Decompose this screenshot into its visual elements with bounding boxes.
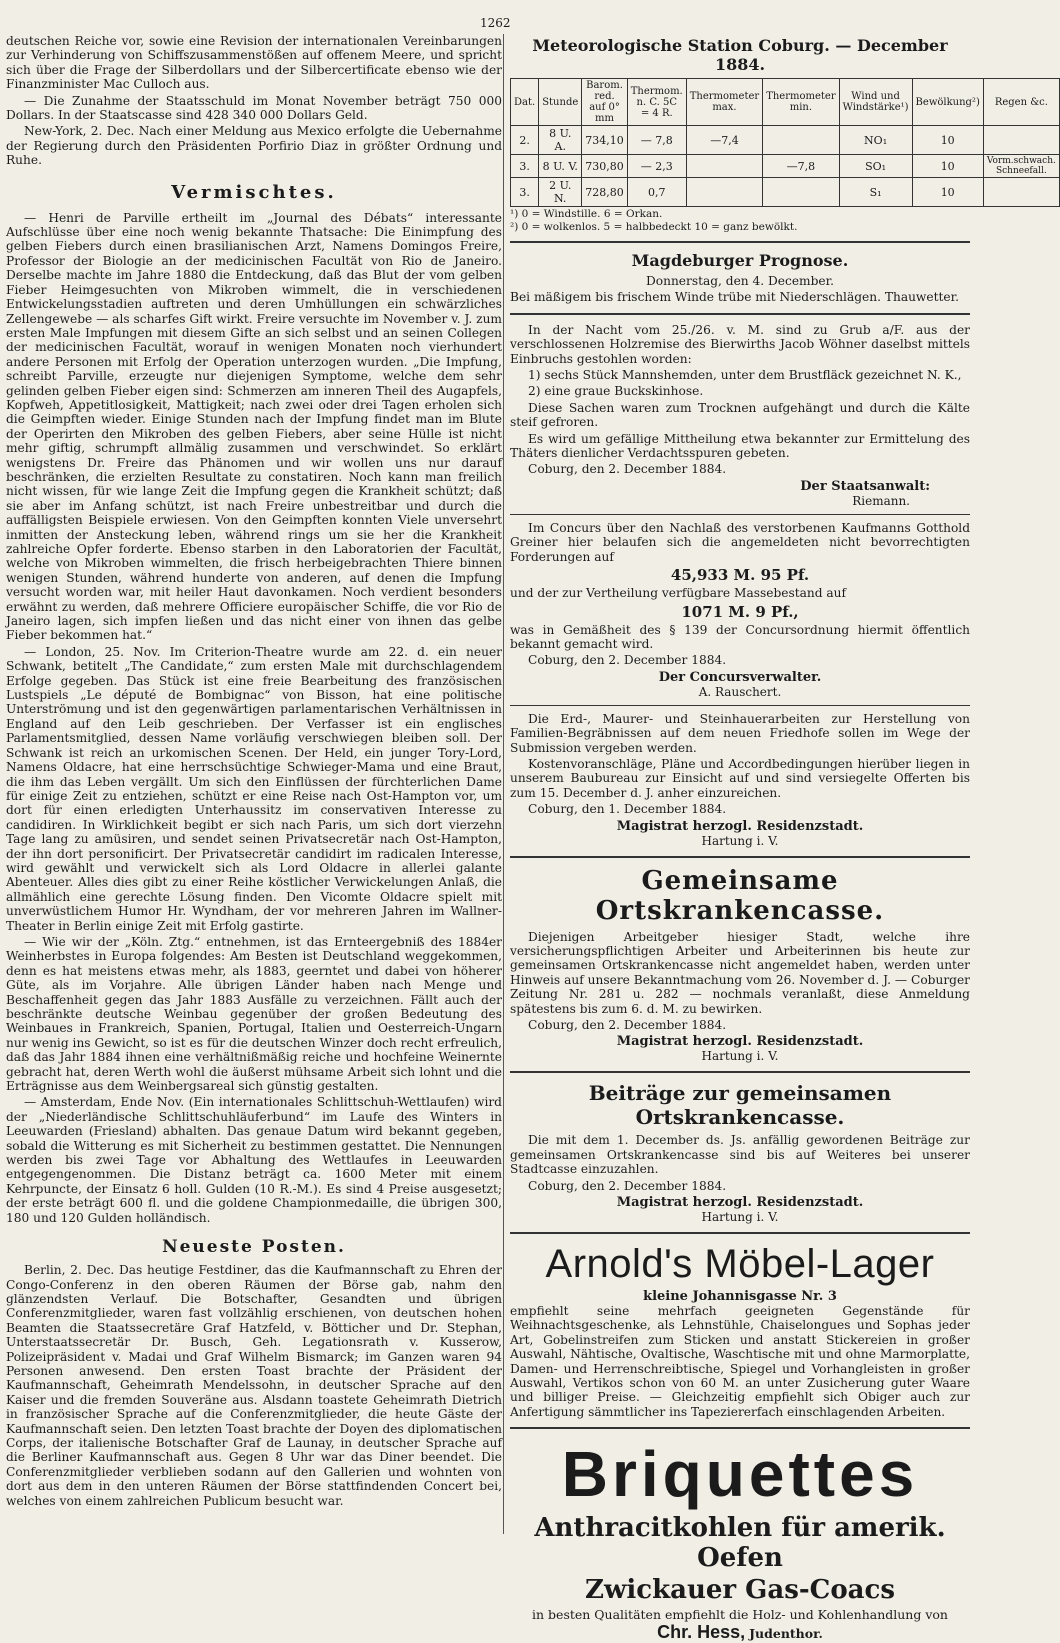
concurs-text: Im Concurs über den Nachlaß des verstorbenen Kaufmanns Gotthold Greiner hier belaufen sich die angemeldeten nicht bevorrechtigten Forderungen auf xyxy=(510,520,970,564)
hess-address: Judenthor. xyxy=(749,1626,823,1642)
bau-name: Hartung i. V. xyxy=(701,833,779,848)
divider xyxy=(510,1071,970,1073)
divider xyxy=(510,856,970,858)
divider xyxy=(510,514,970,515)
concurs-name: A. Rauschert. xyxy=(698,684,782,699)
beitraege-title: Beiträge zur gemeinsamen Ortskrankencasse. xyxy=(588,1081,892,1130)
theft-name: Riemann. xyxy=(852,493,910,508)
left-column xyxy=(6,34,502,1510)
coke-line: Zwickauer Gas-Coacs xyxy=(585,1575,895,1606)
theft-request: Es wird um gefällige Mittheilung etwa bekannter zur Ermittelung des Thäters dienlicher Verdachtsspuren gebeten. xyxy=(510,431,970,461)
divider xyxy=(510,1427,970,1429)
beitraege-date: Coburg, den 2. December 1884. xyxy=(528,1178,727,1193)
bau-date: Coburg, den 1. December 1884. xyxy=(528,802,727,817)
theft-text: Diese Sachen waren zum Trocknen aufgehängt und durch die Kälte steif gefroren. xyxy=(510,400,970,430)
article-berlin-dinner: Berlin, 2. Dec. Das heutige Festdiner, das die Kaufmannschaft zu Ehren der Congo-Conferenz in den oberen Räumen der Börse gab, nahm den glänzendsten Verlauf. Die Botschafter, Gesandten und übrigen Conferenzmitglieder, waren fast vollzählig erschienen, von deutschen hohen Beamten die Staatssecretäre Graf Hatzfeld, v. Bötticher und Dr. Stephan, Unterstaatssecretär Dr. Busch, Geh. Legationsrath v. Kusserow, Polizeipräsident v. Madai und Graf Wilhelm Bismarck; im Ganzen waren 94 Personen anwesend. Den ersten Toast brachte der Präsident der Kaufmannschaft, Geheimrath Mendelssohn, in deutscher Sprache auf den Kaiser und die fremden Souveräne aus. Alsdann toastete Geheimrath Dietrich in französischer Sprache auf die Conferenzmitglieder, die heute Gäste der Kaufmannschaft seien. Den letzten Toast brachte der Doyen des diplomatischen Corps, der italienische Botschafter Graf de Launay, in deutscher Sprache auf die Berliner Kaufmannschaft aus. Gegen 8 Uhr war das Diner beendet. Die Conferenzmitglieder verblieben sodann auf den Gallerien und wohnten von dort aus dem in den unteren Räumen der Börse stattfindenden Concert bei, welches von einem zahlreichen Publicum besucht war. xyxy=(6,1263,502,1508)
politics-para-1: deutschen Reiche vor, sowie eine Revision der internationalen Vereinbarungen zur Verhinderung von Schiffszusammenstößen auf offenem Meere, und spricht sich über die Frage der Silberdollars und der Silbercertificate ebenso wie der Finanzminister Mac Culloch aus. xyxy=(6,34,502,92)
weather-note-wind: ¹) 0 = Windstille. 6 = Orkan. xyxy=(510,208,663,220)
prognose-date: Donnerstag, den 4. December. xyxy=(645,274,834,288)
concurs-amount-estate: 1071 M. 9 Pf., xyxy=(681,602,799,621)
anthracite-line: Anthracitkohlen für amerik. Oefen xyxy=(534,1513,946,1574)
politics-para-2: — Die Zunahme der Staatsschuld im Monat November beträgt 750 000 Dollars. In der Staatscasse sind 428 340 000 Dollars Geld. xyxy=(6,93,502,123)
bau-signature: Magistrat herzogl. Residenzstadt. xyxy=(616,818,864,834)
weather-note-cloud: ²) 0 = wolkenlos. 5 = halbbedeckt 10 = ganz bewölkt. xyxy=(510,221,798,233)
article-yellow-fever: — Henri de Parville ertheilt im „Journal des Débats“ interessante Aufschlüsse über eine noch wenig bekannte Thatsache: Die Einimpfung des gelben Fiebers durch einen brasilianischen Arzt, Namens Domingos Freire, Professor der Biologie an der medicinischen Facultät von Rio de Janeiro. Derselbe machte im Jahre 1880 die Entdeckung, daß das Blut der vom gelben Fieber Heimgesuchten von Mikroben wimmelt, die in verschiedenen Entwickelungsstadien auftreten und deren Umhüllungen ein schwärzliches Zellengewebe — als scharfes Gift wirkt. Freire versuchte im November v. J. zum ersten Male Impfungen mit diesem Gifte an sich selbst und an seinen Collegen der medicinischen Facultät, worauf in wenigen Monaten noch vierhundert andere Personen mit Erfolg der Operation unterzogen wurden. „Die Impfung, schreibt Parville, erzeugte nur diejenigen Symptome, welche dem sehr gelinden gelben Fieber eigen sind: Schmerzen am inneren Theil des Augapfels, Kopfweh, Appetitlosigkeit, Mattigkeit; nach zwei oder drei Tagen erholen sich die Geimpften wieder. Einige Stunden nach der Impfung findet man im Blute der Operirten den Mikroben des gelben Fiebers, aber seine Hülle ist nicht mehr giftig, schrumpft allmälig zusammen und verschwindet. So erklärt wenigstens Dr. Freire das Phänomen und wir wollen uns nur darauf beschränken, die erzielten Resultate zu constatiren. Noch kann man freilich nicht wissen, für wie lange Zeit die Impfung gegen die Krankheit schützt; daß sie aber im Anfang schützt, ist nach Freire unbestreitbar und durch die auffälligsten Beispiele erwiesen. Von den Geimpften konnten Viele unversehrt inmitten der Ansteckung leben, während rings um sie her die Krankheit zahlreiche Opfer forderte. Ebenso starben in den Laboratorien der Facultät, welche von Mikroben wimmelten, die frisch herbeigebrachten Thiere binnen wenigen Stunden, während hunderte von anderen, auf denen die Impfung versucht worden war, mit heiler Haut davonkamen. Noch verdient besonders erwähnt zu werden, daß mehrere Officiere europäischer Schiffe, die vor Rio de Janeiro lagen, sich impfen ließen und das nicht einer von ihnen das gelbe Fieber bekommen hat.“ xyxy=(6,210,502,643)
arnold-text: empfiehlt seine mehrfach geeigneten Gegenstände für Weihnachtsgeschenke, als Lehnstühle, Chaiselongues und Sophas jeder Art, Gobelinstreifen zum Sticken und anstatt Stickereien in großer Auswahl, Nähtische, Ovaltische, Waschtische mit und ohne Marmorplatte, Damen- und Herrenschreibtische, Spiegel und Vorhangleisten in großer Auswahl, Vertikos schon von 60 M. an unter Zusicherung guter Waare und billiger Preise. — Gleichzeitig empfiehlt sich Obiger auch zur Anfertigung sämmtlicher ins Tapeziererfach einschlagenden Arbeiten. xyxy=(510,1304,970,1419)
bau-text: Die Erd-, Maurer- und Steinhauerarbeiten zur Herstellung von Familien-Begräbnissen auf dem neuen Friedhofe sollen im Wege der Submission vergeben werden. xyxy=(510,711,970,755)
column-divider xyxy=(503,34,504,1534)
vermischtes-heading: Vermischtes. xyxy=(171,181,337,203)
col-rain: Regen &c. xyxy=(983,79,1059,126)
hess-line xyxy=(510,1607,970,1643)
arnold-address: kleine Johannisgasse Nr. 3 xyxy=(643,1289,837,1305)
politics-para-3: New-York, 2. Dec. Nach einer Meldung aus Mexico erfolgte die Uebernahme der Regierung durch den Präsidenten Porfirio Diaz in größter Ordnung und Ruhe. xyxy=(6,124,502,168)
theft-signature: Der Staatsanwalt: xyxy=(800,478,930,494)
arnold-title: Arnold's Möbel-Lager xyxy=(545,1242,935,1287)
page-number: 1262 xyxy=(480,16,511,30)
theft-date: Coburg, den 2. December 1884. xyxy=(528,462,727,477)
ortskrankencasse-signature: Magistrat herzogl. Residenzstadt. xyxy=(616,1034,864,1050)
concurs-amount-claims: 45,933 M. 95 Pf. xyxy=(670,566,810,585)
weather-table xyxy=(510,78,1060,207)
article-amsterdam-skating: — Amsterdam, Ende Nov. (Ein internationales Schlittschuh-Wettlaufen) wird der „Niederländische Schlittschuhläuferbund“ im Laufe des Winters in Leeuwarden (Friesland) abhalten. Das genaue Datum wird bekannt gegeben, sobald die Witterung es mit Sicherheit zu bestimmen gestattet. Die Nennungen werden bis zwei Tage vor Abhaltung des Wettlaufes in Leeuwarden entgegengenommen. Die Distanz beträgt ca. 1600 Meter mit einem Kehrpuncte, der Einsatz 6 holl. Gulden (10 R.-M.). Es sind 4 Preise ausgesetzt; der erste beträgt 600 fl. und die goldene Championmedaille, die übrigen 300, 180 und 120 Gulden holländisch. xyxy=(6,1095,502,1225)
col-min: Thermometer min. xyxy=(763,79,839,126)
beitraege-text: Die mit dem 1. December ds. Js. anfällig gewordenen Beiträge zur gemeinsamen Ortskrankencasse sind bis auf Weiteres bei unserer Stadtcasse einzuzahlen. xyxy=(510,1133,970,1177)
divider xyxy=(510,705,970,706)
concurs-signature: Der Concursverwalter. xyxy=(658,669,822,685)
beitraege-signature: Magistrat herzogl. Residenzstadt. xyxy=(616,1195,864,1211)
bau-text-2: Kostenvoranschläge, Pläne und Accordbedingungen hierüber liegen in unserem Baubureau zur Einsicht auf und sind versiegelte Offerten bis zum 15. December d. J. anher einzureichen. xyxy=(510,756,970,800)
theft-intro: In der Nacht vom 25./26. v. M. sind zu Grub a/F. aus der verschlossenen Holzremise des Bierwirths Jacob Wöhner daselbst mittels Einbruchs gestohlen worden: xyxy=(510,322,970,366)
beitraege-name: Hartung i. V. xyxy=(701,1210,779,1225)
weather-header-row xyxy=(511,79,1060,126)
concurs-tail: was in Gemäßheit des § 139 der Concursordnung hiermit öffentlich bekannt gemacht wird. xyxy=(510,622,970,651)
ortskrankencasse-text: Diejenigen Arbeitgeber hiesiger Stadt, welche ihre versicherungspflichtigen Arbeiter und Arbeiterinnen bis heute zur gemeinsamen Ortskrankencasse nicht angemeldet haben, werden unter Hinweis auf unsere Bekanntmachung vom 26. November d. J. — Coburger Zeitung Nr. 281 u. 282 — nochmals veranlaßt, diese Anmeldung spätestens bis zum 6. d. M. zu bewirken. xyxy=(510,929,970,1016)
divider xyxy=(510,241,970,243)
table-row: 3. 2 U. N. 728,80 0,7 S₁ 10 xyxy=(511,178,1060,207)
article-london-theatre: — London, 25. Nov. Im Criterion-Theatre wurde am 22. d. ein neuer Schwank, betitelt „The Candidate,“ zum ersten Male mit durchschlagendem Erfolge gegeben. Das Stück ist eine freie Bearbeitung des französischen Lustspiels „Le député de Bombignac“ von Bisson, hat eine politische Unterströmung und ist den gegenwärtigen parlamentarischen Verhältnissen in England auf den Leib geschrieben. Der Verfasser ist ein englisches Parlamentsmitglied, dessen Name vorläufig verschwiegen bleiben soll. Der Schwank ist reich an urkomischen Scenen. Der Held, ein junger Tory-Lord, Namens Oldacre, hat eine herrschsüchtige Schwieger-Mama und eine Braut, die ihm das Leben vergällt. Um sich den Einflüssen der fürchterlichen Dame für einige Zeit zu entziehen, schützt er eine Reise nach Ost-Hampton vor, um dort für einen erledigten Unterhaussitz im conservativen Interesse zu candidiren. In Wirklichkeit begibt er sich nach Paris, um sich dort vierzehn Tage lang zu amüsiren, und sendet seinen Privatsecretär nach Ost-Hampton, der ihn dort personificirt. Der Privatsecretär candidirt im radicalen Interesse, wird gewählt und verwickelt sich als Lord Oldacre in allerlei galante Abenteuer. Alles dies gibt zu einer Reihe köstlicher Verwickelungen Anlaß, die allmählich eine gerechte Lösung finden. Den Vicomte Oldacre spielt mit unverwüstlichem Humor Hr. Wyndham, der vor mehreren Jahren im Wallner-Theater in Berlin einige Zeit mit Erfolg gastirte. xyxy=(6,644,502,933)
col-cloud: Bewölkung²) xyxy=(912,79,983,126)
prognose-title: Magdeburger Prognose. xyxy=(631,251,849,270)
hess-name: Chr. Hess, xyxy=(657,1622,746,1643)
theft-item-1: 1) sechs Stück Mannshemden, unter dem Brustfläck gezeichnet N. K., xyxy=(528,368,962,383)
weather-station-title: Meteorologische Station Coburg. — December 1884. xyxy=(532,36,948,74)
concurs-date: Coburg, den 2. December 1884. xyxy=(528,653,727,668)
table-row: 2. 8 U. A. 734,10 — 7,8 —7,4 NO₁ 10 xyxy=(511,126,1060,155)
theft-item-2: 2) eine graue Buckskinhose. xyxy=(528,384,704,399)
divider xyxy=(510,313,970,315)
col-date: Dat. xyxy=(511,79,539,126)
posts-heading: Neueste Posten. xyxy=(162,1237,346,1258)
article-wine-harvest: — Wie wir der „Köln. Ztg.“ entnehmen, ist das Ernteergebniß des 1884er Weinherbstes in Europa folgendes: Am Besten ist Deutschland weggekommen, denn es hat meistens etwas mehr, als 1883, geerntet und dabei von höherer Güte, als im Vorjahre. Alle übrigen Länder haben nach Menge und Beschaffenheit gegen das Jahr 1883 Ausfälle zu verzeichnen. Fällt auch der beschränkte deutsche Weinbau gegenüber der großen Bedeutung des Weinbaues in Frankreich, Spanien, Portugal, Italien und Oesterreich-Ungarn nur wenig ins Gewicht, so ist es für die deutschen Winzer doch recht erfreulich, daß das Jahr 1884 ihnen eine verhältnißmäßig reiche und hochfeine Weinernte gebracht hat, deren Werth wohl die äußerst mühsame Arbeit sich lohnt und die Erträgnisse aus dem Weinbergsareal sich günstig gestalten. xyxy=(6,934,502,1094)
col-hour: Stunde xyxy=(539,79,582,126)
col-wind: Wind und Windstärke¹) xyxy=(839,79,912,126)
ortskrankencasse-date: Coburg, den 2. December 1884. xyxy=(528,1018,727,1032)
ortskrankencasse-title: Gemeinsame Ortskrankencasse. xyxy=(595,865,885,926)
divider xyxy=(510,1232,970,1234)
hess-text: in besten Qualitäten empfiehlt die Holz- und Kohlenhandlung von xyxy=(532,1607,948,1623)
prognose-text: Bei mäßigem bis frischem Winde trübe mit Niederschlägen. Thauwetter. xyxy=(510,290,959,305)
col-thermometer: Thermom. n. C. 5C = 4 R. xyxy=(627,79,686,126)
ortskrankencasse-name: Hartung i. V. xyxy=(701,1049,779,1064)
briquettes-title: Briquettes xyxy=(561,1438,919,1511)
concurs-mid: und der zur Vertheilung verfügbare Massebestand auf xyxy=(510,586,847,601)
col-barometer: Barom. red. auf 0° mm xyxy=(582,79,628,126)
col-max: Thermometer max. xyxy=(686,79,762,126)
right-column xyxy=(510,34,1056,1643)
table-row: 3. 8 U. V. 730,80 — 2,3 —7,8 SO₁ 10 Vorm.schwach. Schneefall. xyxy=(511,155,1060,178)
